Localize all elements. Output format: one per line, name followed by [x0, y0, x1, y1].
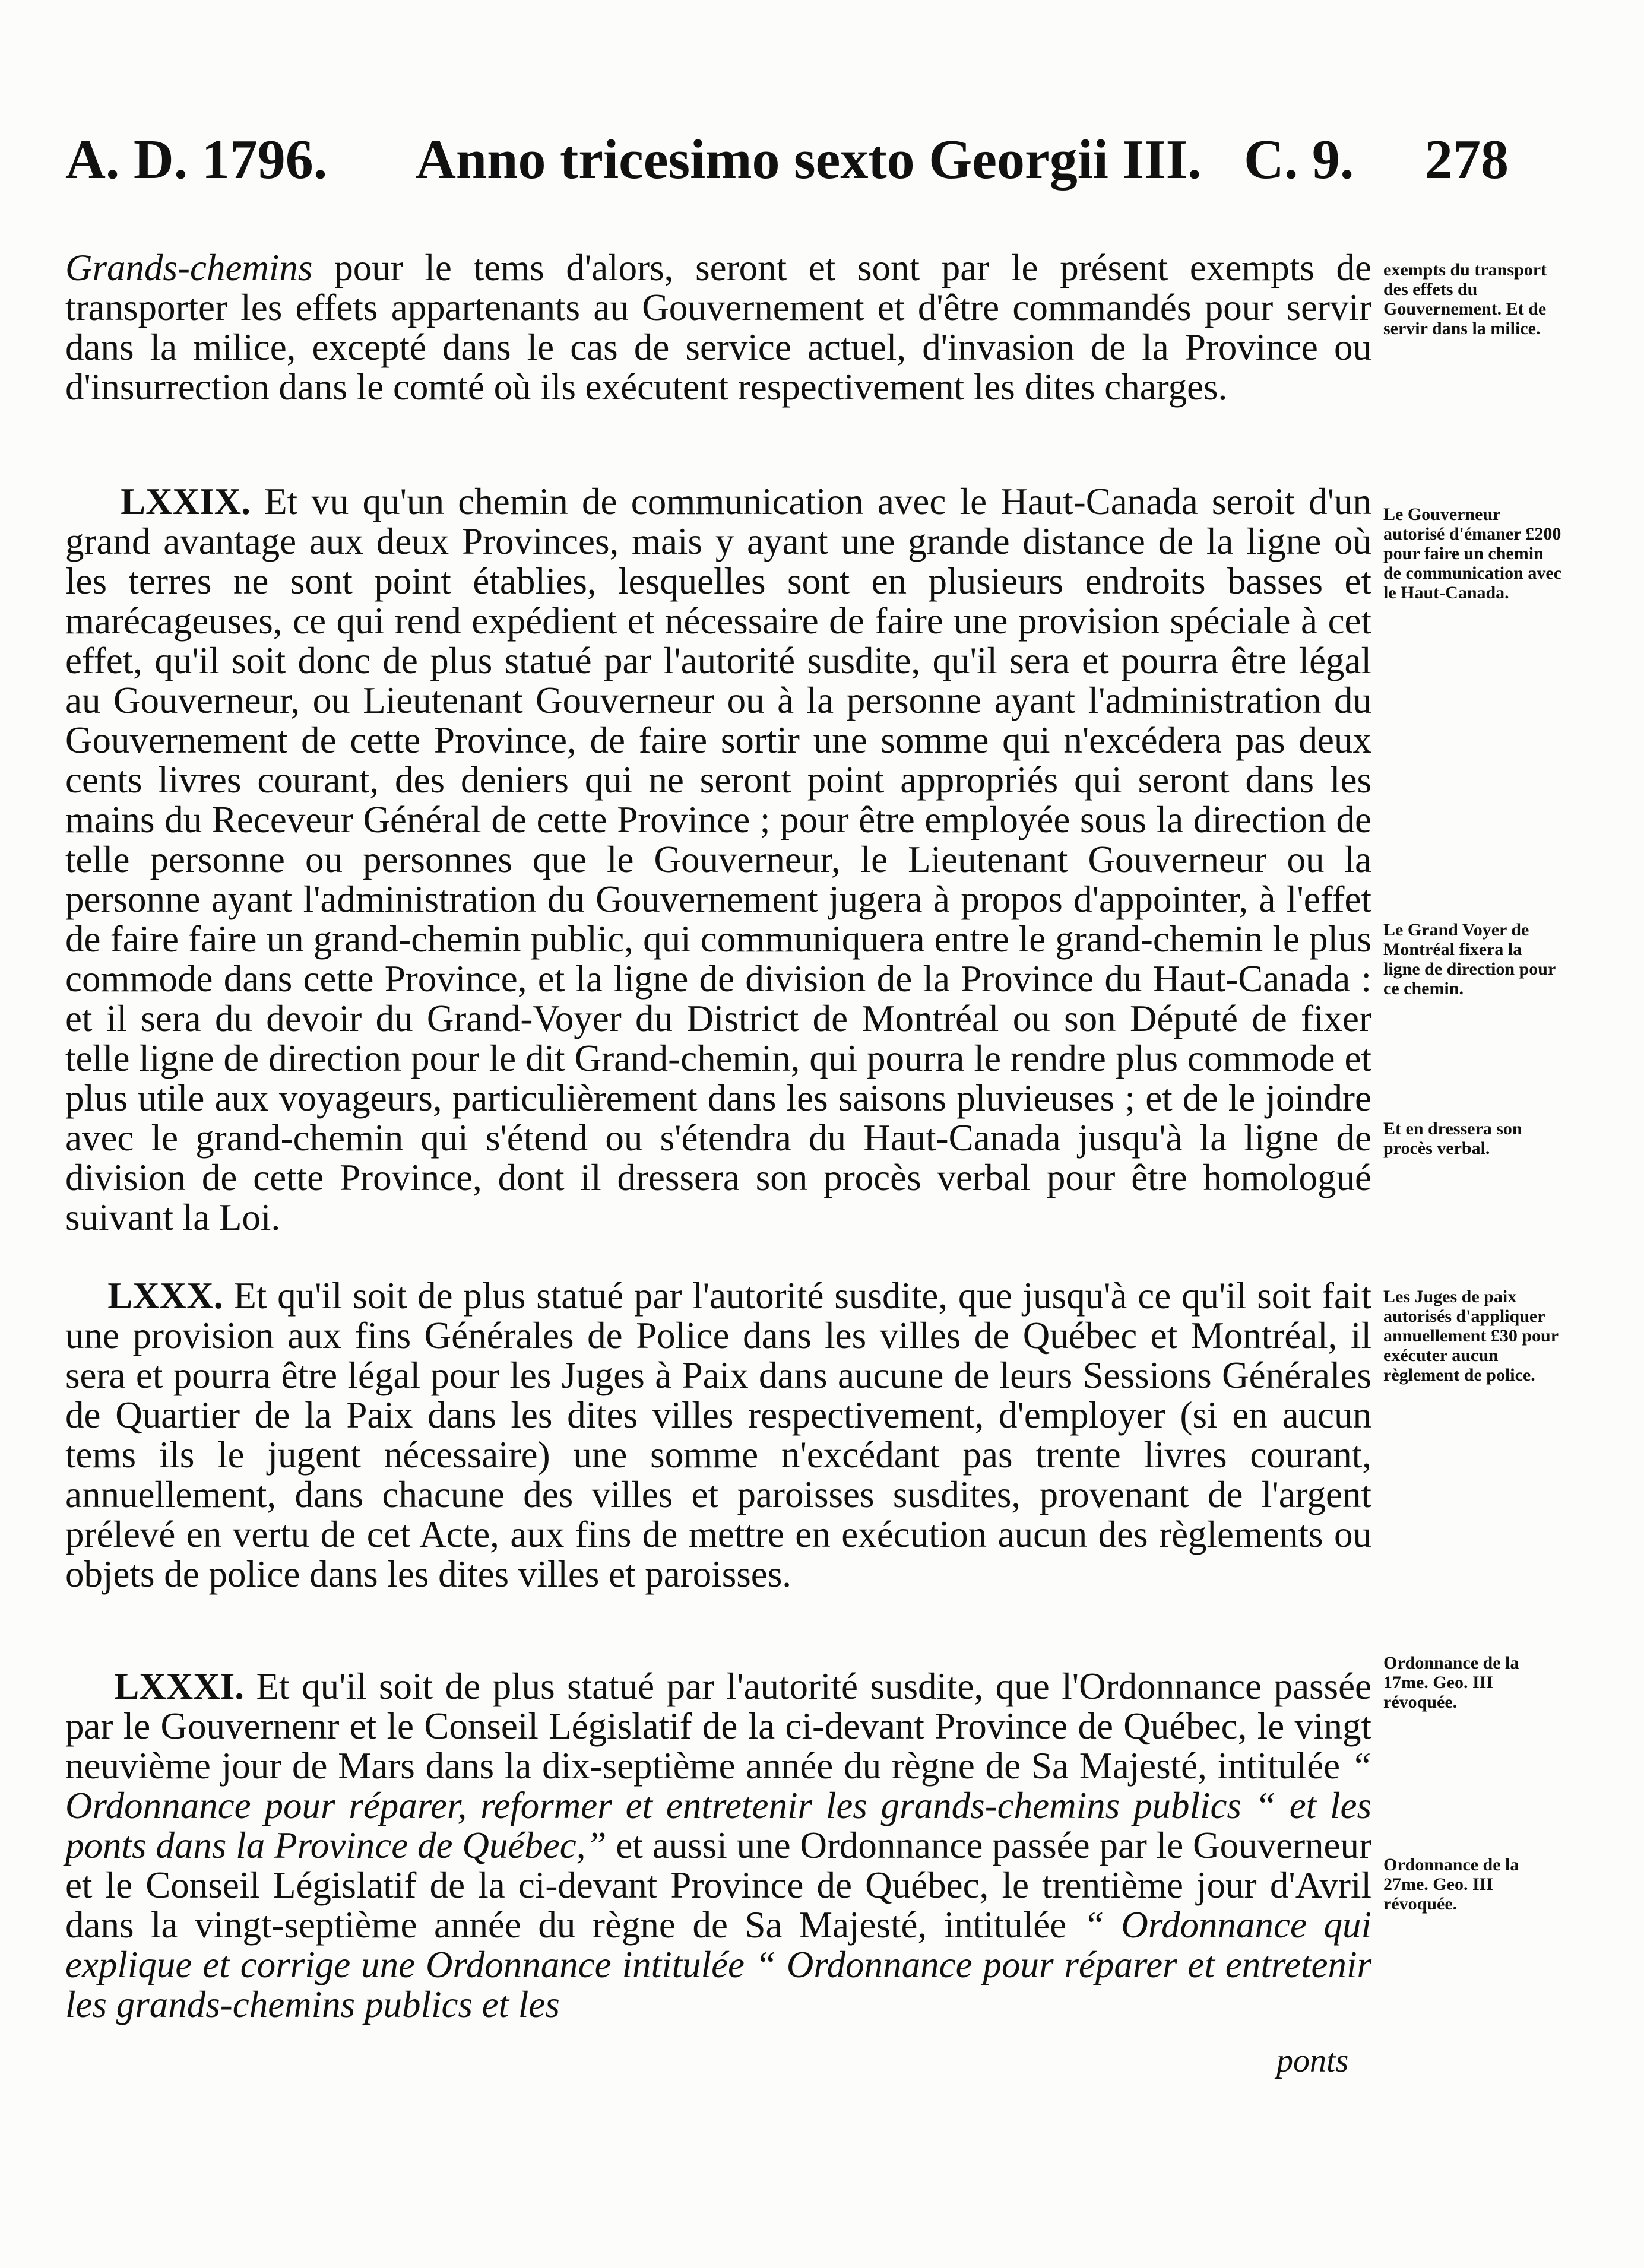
section-number: LXXXI.: [114, 1666, 244, 1707]
section-lxxxi: [65, 1667, 1371, 2025]
marginal-note: Le Gouverneur autorisé d'émaner £200 pour faire un chemin de communication avec le Haut-Canada.: [1383, 505, 1561, 602]
section-lxxx: [65, 1276, 1371, 1594]
section-text: Et qu'il soit de plus statué par l'autorité susdite, que l'Ordonnance passée par le Gouvernenr et le Conseil Législatif de la ci-devant Province de Québec, le vingt neuvième jour de Mars dans la dix-septième année du règne de Sa Majesté, intitulée: [65, 1666, 1371, 1787]
paragraph-continuation: [65, 248, 1371, 407]
header-title: Anno tricesimo sexto Georgii III.: [416, 129, 1202, 191]
marginal-note: Ordonnance de la 17me. Geo. III révoquée.: [1383, 1653, 1519, 1712]
section-lxxix: [65, 482, 1371, 1238]
section-text: Et vu qu'un chemin de communication avec le Haut-Canada seroit d'un grand avantage aux deux Provinces, mais y ayant une grande distance de la ligne où les terres ne sont point établies, lesquelles sont en plusieurs endroits basses et marécageuses, ce qui rend expédient et nécessaire de faire une provision spéciale à cet effet, qu'il soit donc de plus statué par l'autorité susdite, qu'il sera et pourra être légal au Gouverneur, ou Lieutenant Gouverneur ou à la personne ayant l'administration du Gouvernement de cette Province, de faire sortir une somme qui n'excédera pas deux cents livres courant, des deniers qui ne seront point appropriés qui seront dans les mains du Receveur Général de cette Province ; pour être employée sous la direction de telle personne ou personnes que le Gouverneur, le Lieutenant Gouverneur ou la personne ayant l'administration du Gouvernement jugera à propos d'appointer, à l'effet de faire faire un grand-chemin public, qui communiquera entre le grand-chemin le plus commode dans cette Province, et la ligne de division de la Province du Haut-Canada : et il sera du devoir du Grand-Voyer du District de Montréal ou son Député de fixer telle ligne de direction pour le dit Grand-chemin, qui pourra le rendre plus commode et plus utile aux voyageurs, particulièrement dans les saisons pluvieuses ; et de le joindre avec le grand-chemin qui s'étend ou s'étendra du Haut-Canada jusqu'à la ligne de division de cette Province, dont il dressera son procès verbal pour être homologué suivant la Loi.: [65, 481, 1372, 1238]
marginal-note: Et en dressera son procès verbal.: [1383, 1119, 1522, 1158]
marginal-note: Les Juges de paix autorisés d'appliquer annuellement £30 pour exécuter aucun règlement de police.: [1383, 1287, 1559, 1385]
paragraph-text: pour le tems d'alors, seront et sont par le présent exempts de transporter les effets appartenants au Gouvernement et d'être commandés pour servir dans la milice, excepté dans le cas de service actuel, d'invasion de la Province ou d'insurrection dans le comté où ils exécutent respectivement les dites charges.: [65, 247, 1371, 408]
running-header: [65, 128, 1561, 193]
section-text: Et qu'il soit de plus statué par l'autorité susdite, que jusqu'à ce qu'il soit fait une provision aux fins Générales de Police dans les villes de Québec et Montréal, il sera et pourra être légal pour les Juges à Paix dans aucune de leurs Sessions Générales de Quartier de la Paix dans les dites villes respectivement, d'employer (si en aucun tems ils le jugent nécessaire) une somme n'excédant pas trente livres courant, annuellement, dans chacune des villes et paroisses susdites, provenant de l'argent prélevé en vertu de cet Acte, aux fins de mettre en exécution aucun des règlements ou objets de police dans les dites villes et paroisses.: [65, 1275, 1371, 1595]
header-chapter: C. 9.: [1244, 129, 1354, 191]
lead-word: Grands-chemins: [65, 247, 313, 288]
section-number: LXXIX.: [121, 481, 251, 522]
section-number: LXXX.: [107, 1275, 223, 1317]
ordinance-title-italic: “ Ordonnance qui explique et corrige une Ordonnance intitulée “ Ordonnance pour réparer et entretenir les grands-chemins publics et les: [65, 1904, 1371, 2025]
page-number: 278: [1425, 129, 1509, 191]
marginal-note: Ordonnance de la 27me. Geo. III révoquée.: [1383, 1855, 1519, 1914]
header-year: A. D. 1796.: [65, 129, 328, 191]
marginal-note: exempts du transport des effets du Gouvernement. Et de servir dans la milice.: [1383, 260, 1547, 338]
catchword: ponts: [1276, 2042, 1349, 2079]
marginal-note: Le Grand Voyer de Montréal fixera la ligne de direction pour ce chemin.: [1383, 920, 1556, 998]
ordinance-title-italic: “ Ordonnance pour réparer, reformer et entretenir les grands-chemins publics “ et les ponts dans la Province de Québec,”: [65, 1745, 1371, 1866]
section-text: et aussi une Ordonnance passée par le Gouverneur et le Conseil Législatif de la ci-devant Province de Québec, le trentième jour d'Avril dans la vingt-septième année du règne de Sa Majesté, intitulée: [65, 1825, 1371, 1946]
